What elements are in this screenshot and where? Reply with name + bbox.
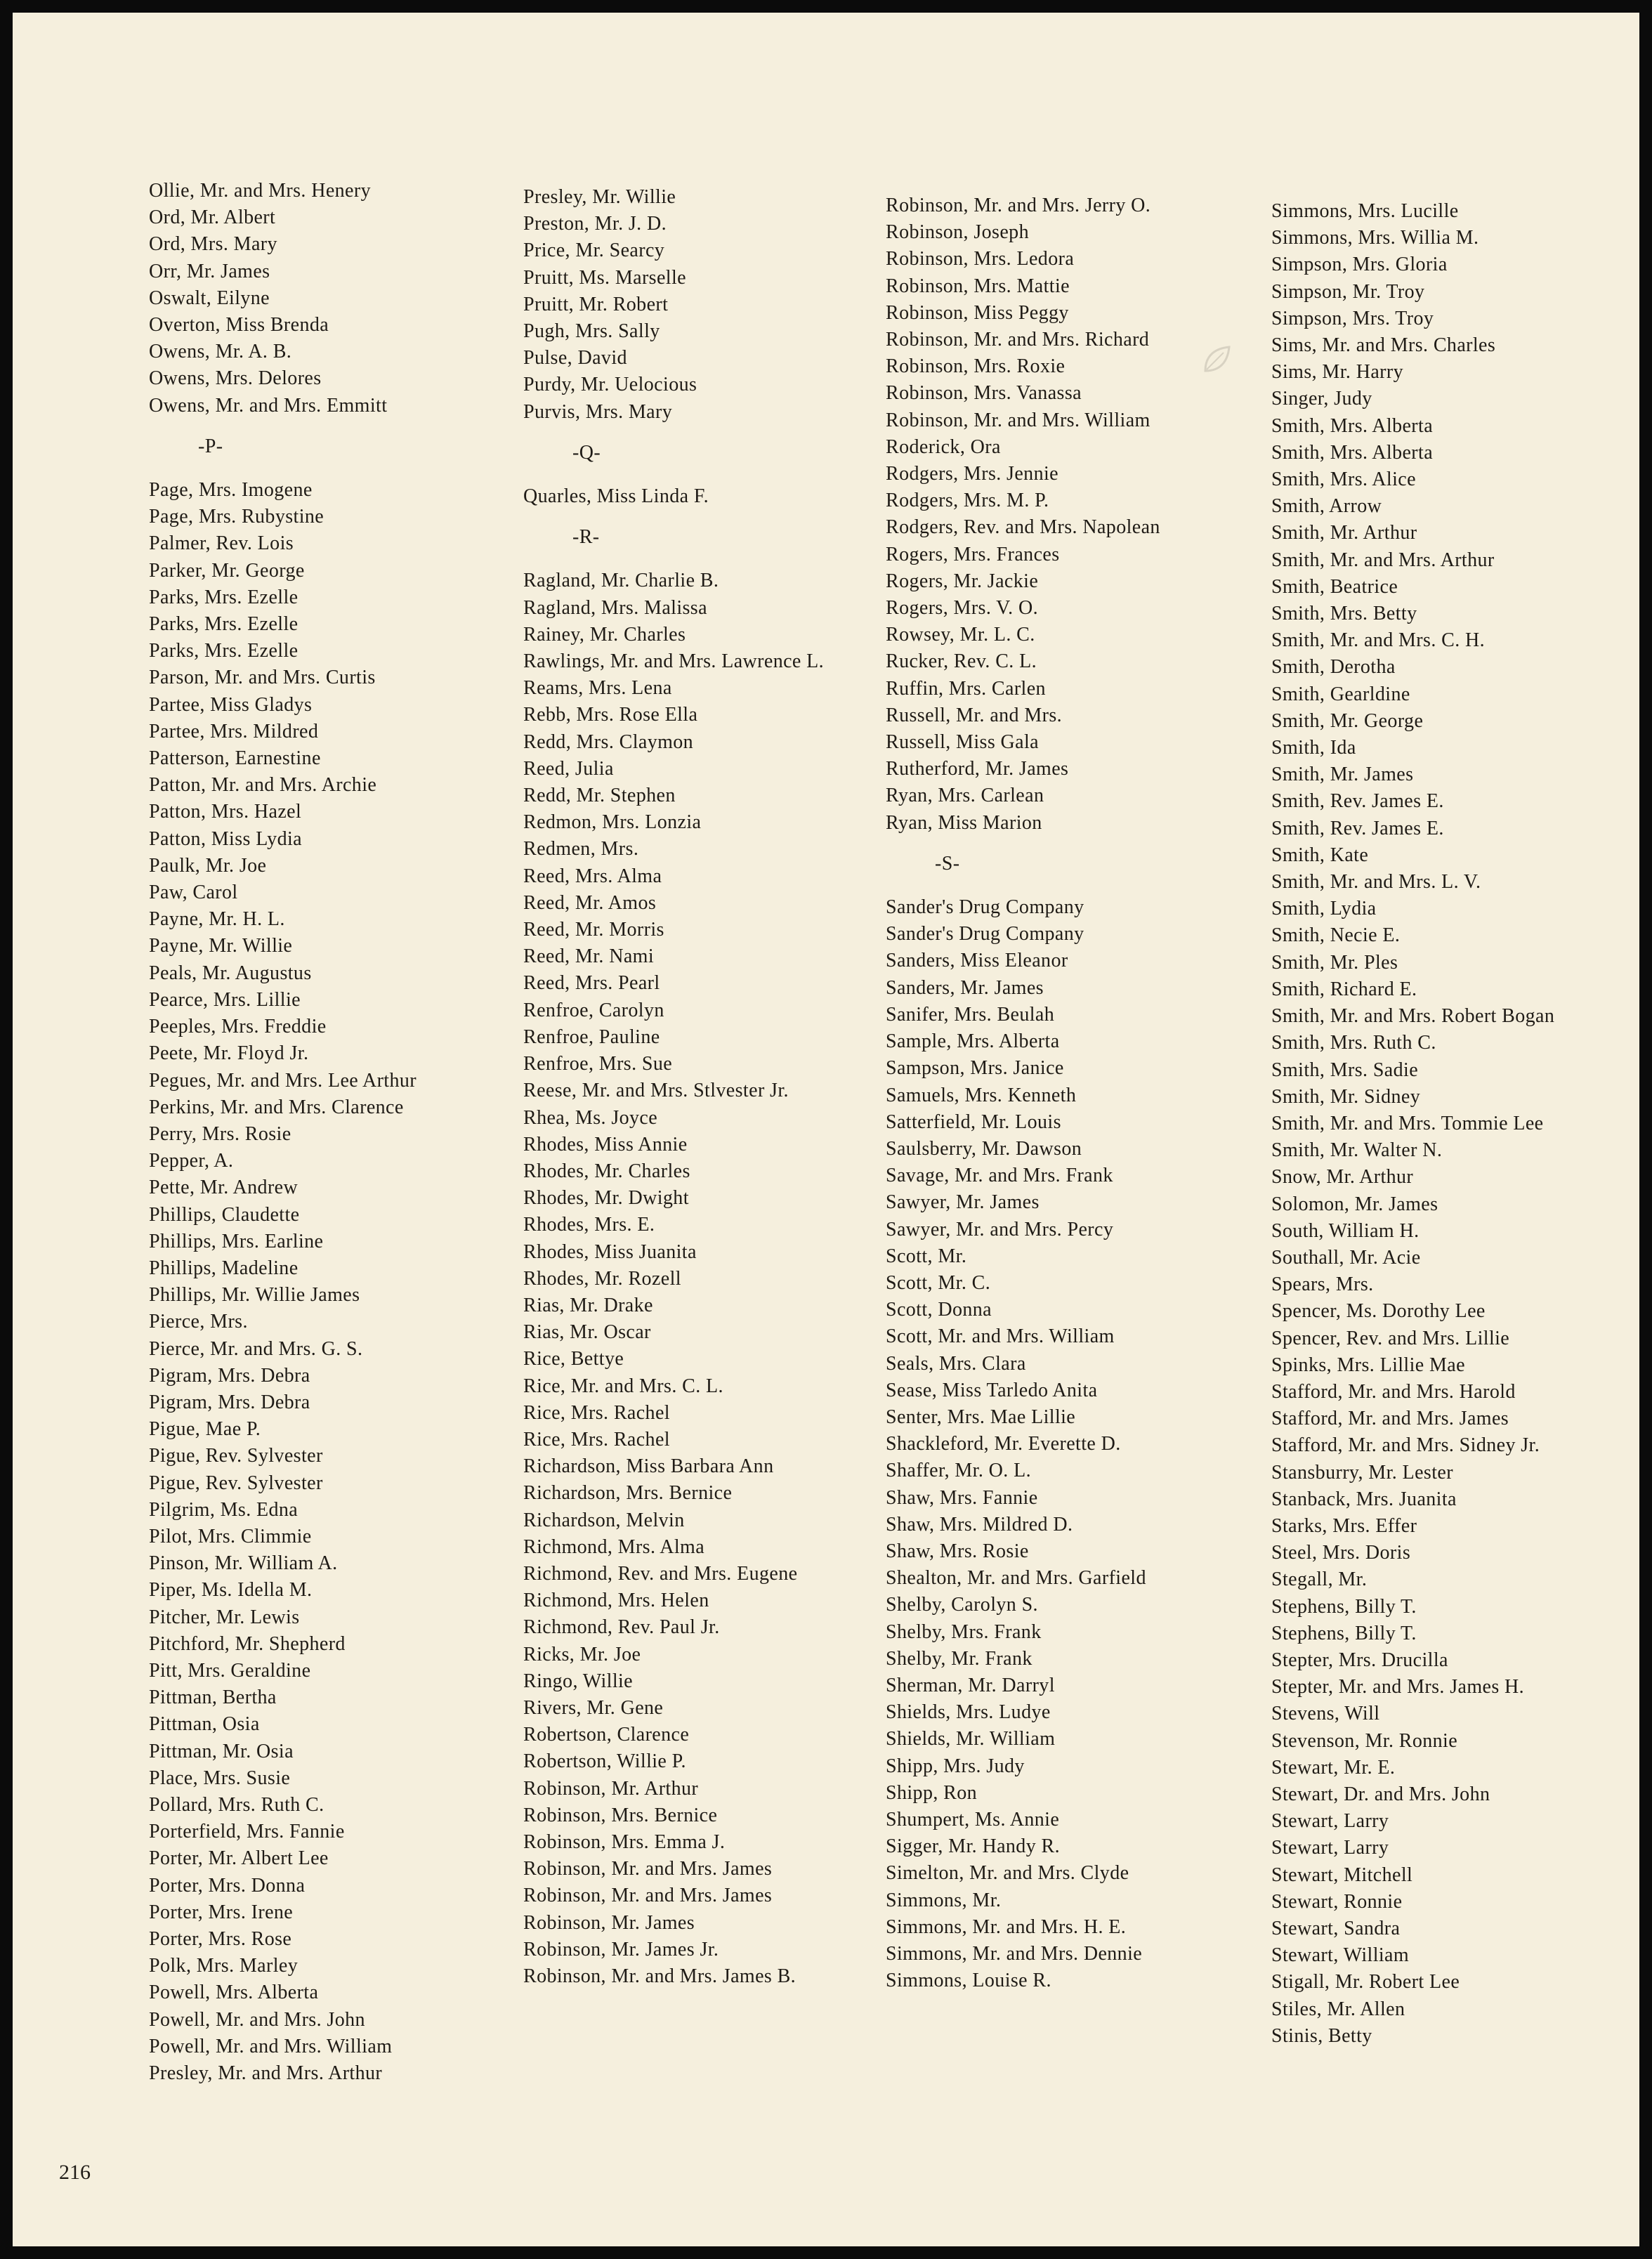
directory-entry: Stephens, Billy T. (1271, 1595, 1417, 1618)
directory-entry: Smith, Mr. Walter N. (1271, 1139, 1443, 1162)
directory-entry: Parks, Mrs. Ezelle (149, 586, 299, 608)
directory-entry: Pigue, Rev. Sylvester (149, 1445, 323, 1467)
directory-entry: Porter, Mr. Albert Lee (149, 1847, 329, 1870)
directory-entry: Parson, Mr. and Mrs. Curtis (149, 667, 376, 689)
directory-entry: Stinis, Betty (1271, 2024, 1372, 2047)
directory-entry: Sims, Mr. Harry (1271, 361, 1403, 384)
directory-entry: Palmer, Rev. Lois (149, 532, 294, 555)
directory-entry: Ollie, Mr. and Mrs. Henery (149, 180, 372, 202)
directory-entry: Pearce, Mrs. Lillie (149, 988, 301, 1011)
directory-entry: Robinson, Mr. and Mrs. James (523, 1885, 773, 1907)
directory-entry: Smith, Mr. Ples (1271, 951, 1398, 974)
directory-entry: Rawlings, Mr. and Mrs. Lawrence L. (523, 650, 825, 673)
directory-entry: Smith, Mrs. Alice (1271, 469, 1416, 491)
directory-entry: Robinson, Miss Peggy (886, 301, 1069, 324)
directory-entry: Starks, Mrs. Effer (1271, 1514, 1417, 1537)
directory-entry: Ringo, Willie (523, 1670, 634, 1692)
directory-entry: Porter, Mrs. Irene (149, 1901, 294, 1923)
directory-entry: Partee, Miss Gladys (149, 693, 313, 716)
directory-entry: Pittman, Bertha (149, 1687, 277, 1709)
directory-entry: Piper, Ms. Idella M. (149, 1579, 313, 1602)
directory-entry: Place, Mrs. Susie (149, 1767, 291, 1789)
directory-entry: Robinson, Mr. James (523, 1911, 695, 1934)
directory-entry: Stevenson, Mr. Ronnie (1271, 1729, 1458, 1752)
directory-entry: Reed, Mr. Amos (523, 891, 657, 914)
directory-entry: Pierce, Mrs. (149, 1311, 248, 1333)
directory-entry: Porterfield, Mrs. Fannie (149, 1821, 345, 1843)
directory-entry: Shields, Mr. William (886, 1728, 1056, 1750)
directory-entry: Shelby, Carolyn S. (886, 1594, 1038, 1616)
directory-entry: Sanders, Mr. James (886, 976, 1044, 999)
directory-entry: Rutherford, Mr. James (886, 758, 1069, 780)
directory-entry: Singer, Judy (1271, 388, 1372, 410)
entries-r-cont (886, 192, 1251, 837)
directory-entry: Patton, Mrs. Hazel (149, 801, 302, 823)
directory-entry: Pitt, Mrs. Geraldine (149, 1659, 311, 1682)
directory-entry: Stepter, Mrs. Drucilla (1271, 1649, 1448, 1671)
directory-entry: Pugh, Mrs. Sally (523, 320, 660, 343)
directory-entry: Scott, Mr. (886, 1245, 967, 1267)
directory-entry: Porter, Mrs. Donna (149, 1874, 306, 1897)
directory-entry: Overton, Miss Brenda (149, 314, 329, 336)
directory-entry: Richardson, Miss Barbara Ann (523, 1455, 774, 1478)
directory-entry: Smith, Lydia (1271, 898, 1377, 920)
directory-entry: Rice, Mrs. Rachel (523, 1428, 670, 1451)
directory-entry: Stewart, Mitchell (1271, 1864, 1413, 1886)
directory-entry: Rhodes, Miss Annie (523, 1133, 688, 1155)
directory-entry: Ryan, Mrs. Carlean (886, 785, 1044, 807)
directory-entry: Sample, Mrs. Alberta (886, 1030, 1060, 1053)
directory-entry: Pitchford, Mr. Shepherd (149, 1632, 346, 1655)
directory-entry: South, William H. (1271, 1219, 1420, 1242)
directory-entry: Price, Mr. Searcy (523, 240, 665, 262)
directory-entry: Perkins, Mr. and Mrs. Clarence (149, 1096, 404, 1118)
directory-page (13, 13, 1639, 2246)
directory-entry: Steel, Mrs. Doris (1271, 1542, 1411, 1564)
directory-entry: Shaw, Mrs. Fannie (886, 1486, 1038, 1509)
directory-entry: Powell, Mr. and Mrs. John (149, 2008, 365, 2031)
directory-entry: Rhodes, Mrs. E. (523, 1214, 655, 1236)
entries-q (523, 483, 889, 510)
directory-entry: Scott, Mr. and Mrs. William (886, 1325, 1115, 1348)
directory-entry: Satterfield, Mr. Louis (886, 1111, 1061, 1133)
column-1 (149, 178, 514, 2087)
section-heading-q: -Q- (572, 441, 601, 464)
directory-entry: Rhodes, Mr. Rozell (523, 1267, 681, 1290)
directory-entry: Redd, Mr. Stephen (523, 785, 676, 807)
directory-entry: Stafford, Mr. and Mrs. Sidney Jr. (1271, 1434, 1540, 1457)
directory-entry: Powell, Mr. and Mrs. William (149, 2035, 393, 2057)
directory-entry: Reams, Mrs. Lena (523, 677, 672, 700)
directory-entry: Phillips, Mrs. Earline (149, 1230, 324, 1252)
column-3 (886, 192, 1251, 1994)
page-number: 216 (59, 2161, 91, 2184)
directory-entry: Robinson, Mr. Arthur (523, 1777, 699, 1800)
directory-entry: Spears, Mrs. (1271, 1273, 1374, 1296)
directory-entry: Pruitt, Ms. Marselle (523, 266, 686, 289)
directory-entry: Pette, Mr. Andrew (149, 1177, 299, 1199)
directory-entry: Pigram, Mrs. Debra (149, 1364, 310, 1387)
directory-entry: Smith, Richard E. (1271, 978, 1417, 1000)
directory-entry: Stewart, Larry (1271, 1837, 1389, 1859)
entries-s (886, 894, 1251, 1994)
directory-entry: Smith, Mr. and Mrs. Tommie Lee (1271, 1112, 1544, 1134)
directory-entry: Roderick, Ora (886, 436, 1001, 458)
directory-entry: Smith, Mr. and Mrs. L. V. (1271, 871, 1481, 893)
entries-r (523, 568, 889, 1990)
directory-entry: Parks, Mrs. Ezelle (149, 640, 299, 662)
directory-entry: Stafford, Mr. and Mrs. Harold (1271, 1380, 1516, 1403)
directory-entry: Smith, Rev. James E. (1271, 817, 1444, 839)
directory-entry: Shumpert, Ms. Annie (886, 1808, 1060, 1831)
directory-entry: Robinson, Mr. and Mrs. Richard (886, 329, 1150, 351)
directory-entry: Payne, Mr. H. L. (149, 908, 285, 931)
directory-entry: Robinson, Joseph (886, 221, 1029, 244)
directory-entry: Scott, Donna (886, 1299, 992, 1321)
directory-entry: Simmons, Mr. and Mrs. H. E. (886, 1916, 1127, 1938)
directory-entry: Ryan, Miss Marion (886, 811, 1042, 834)
directory-entry: Richardson, Melvin (523, 1509, 685, 1531)
directory-entry: Stewart, William (1271, 1944, 1410, 1967)
directory-entry: Richardson, Mrs. Bernice (523, 1482, 733, 1505)
directory-entry: Page, Mrs. Rubystine (149, 506, 324, 528)
directory-entry: Redmen, Mrs. (523, 838, 639, 860)
directory-entry: Pilot, Mrs. Climmie (149, 1525, 312, 1547)
directory-entry: Smith, Arrow (1271, 495, 1382, 518)
directory-entry: Pigue, Rev. Sylvester (149, 1472, 323, 1494)
directory-entry: Parker, Mr. George (149, 559, 305, 582)
directory-entry: Simpson, Mr. Troy (1271, 280, 1425, 303)
directory-entry: Sawyer, Mr. James (886, 1191, 1040, 1214)
directory-entry: Shackleford, Mr. Everette D. (886, 1433, 1121, 1455)
directory-entry: Robinson, Mrs. Emma J. (523, 1831, 726, 1853)
directory-entry: Sampson, Mrs. Janice (886, 1057, 1064, 1080)
directory-entry: Senter, Mrs. Mae Lillie (886, 1406, 1076, 1428)
directory-entry: Richmond, Mrs. Helen (523, 1590, 709, 1612)
directory-entry: Parks, Mrs. Ezelle (149, 613, 299, 636)
directory-entry: Robinson, Mr. and Mrs. James B. (523, 1965, 796, 1987)
directory-entry: Rainey, Mr. Charles (523, 623, 686, 646)
directory-entry: Pollard, Mrs. Ruth C. (149, 1793, 324, 1816)
directory-entry: Snow, Mr. Arthur (1271, 1166, 1414, 1189)
directory-entry: Stansburry, Mr. Lester (1271, 1461, 1453, 1484)
directory-entry: Smith, Rev. James E. (1271, 790, 1444, 813)
directory-entry: Phillips, Madeline (149, 1257, 299, 1279)
directory-entry: Simmons, Mr. and Mrs. Dennie (886, 1943, 1143, 1965)
directory-entry: Page, Mrs. Imogene (149, 479, 313, 502)
directory-entry: Payne, Mr. Willie (149, 935, 293, 957)
directory-entry: Pruitt, Mr. Robert (523, 293, 669, 315)
directory-entry: Scott, Mr. C. (886, 1271, 991, 1294)
directory-entry: Solomon, Mr. James (1271, 1193, 1438, 1215)
column-2 (523, 184, 889, 1990)
directory-entry: Reed, Mrs. Pearl (523, 972, 660, 995)
directory-entry: Peals, Mr. Augustus (149, 962, 312, 984)
directory-entry: Russell, Miss Gala (886, 731, 1039, 754)
directory-entry: Rias, Mr. Oscar (523, 1321, 651, 1344)
directory-entry: Pepper, A. (149, 1150, 234, 1172)
directory-entry: Robinson, Mr. and Mrs. Jerry O. (886, 195, 1151, 216)
directory-entry: Shaffer, Mr. O. L. (886, 1460, 1031, 1482)
directory-entry: Robinson, Mrs. Ledora (886, 248, 1075, 270)
directory-entry: Purvis, Mrs. Mary (523, 400, 673, 423)
directory-entry: Reed, Mrs. Alma (523, 865, 662, 887)
directory-entry: Sander's Drug Company (886, 896, 1084, 919)
directory-entry: Redd, Mrs. Claymon (523, 731, 694, 753)
directory-entry: Perry, Mrs. Rosie (149, 1122, 291, 1145)
directory-entry: Stewart, Dr. and Mrs. John (1271, 1783, 1490, 1805)
directory-entry: Smith, Mrs. Betty (1271, 603, 1417, 625)
directory-entry: Simmons, Mr. (886, 1889, 1002, 1911)
directory-entry: Sease, Miss Tarledo Anita (886, 1379, 1098, 1401)
directory-entry: Stewart, Mr. E. (1271, 1756, 1396, 1779)
directory-entry: Stiles, Mr. Allen (1271, 1998, 1405, 2020)
directory-entry: Savage, Mr. and Mrs. Frank (886, 1165, 1113, 1187)
directory-entry: Sanders, Miss Eleanor (886, 950, 1068, 972)
directory-entry: Sigger, Mr. Handy R. (886, 1835, 1060, 1858)
directory-entry: Smith, Mr. Sidney (1271, 1085, 1421, 1108)
directory-entry: Pigue, Mae P. (149, 1418, 261, 1441)
directory-entry: Shelby, Mr. Frank (886, 1647, 1032, 1670)
directory-entry: Rebb, Mrs. Rose Ella (523, 704, 698, 726)
directory-entry: Renfroe, Mrs. Sue (523, 1053, 673, 1075)
directory-entry: Robinson, Mr. and Mrs. James (523, 1858, 773, 1880)
directory-entry: Smith, Necie E. (1271, 924, 1401, 947)
directory-entry: Robinson, Mr. and Mrs. William (886, 409, 1150, 431)
directory-entry: Pierce, Mr. and Mrs. G. S. (149, 1337, 363, 1360)
directory-entry: Peete, Mr. Floyd Jr. (149, 1042, 309, 1065)
directory-entry: Smith, Gearldine (1271, 683, 1410, 705)
directory-entry: Stegall, Mr. (1271, 1569, 1368, 1591)
directory-entry: Reed, Mr. Nami (523, 945, 655, 968)
directory-entry: Patterson, Earnestine (149, 747, 321, 770)
directory-entry: Partee, Mrs. Mildred (149, 720, 319, 742)
directory-entry: Stewart, Larry (1271, 1810, 1389, 1833)
directory-entry: Smith, Kate (1271, 844, 1369, 866)
directory-entry: Pilgrim, Ms. Edna (149, 1498, 299, 1521)
directory-entry: Stevens, Will (1271, 1703, 1380, 1725)
directory-entry: Stephens, Billy T. (1271, 1622, 1417, 1644)
directory-entry: Rogers, Mr. Jackie (886, 570, 1039, 592)
directory-entry: Rodgers, Mrs. Jennie (886, 463, 1058, 485)
directory-entry: Simpson, Mrs. Gloria (1271, 254, 1448, 276)
directory-entry: Stewart, Ronnie (1271, 1890, 1403, 1913)
directory-entry: Robinson, Mrs. Vanassa (886, 382, 1082, 405)
directory-entry: Smith, Derotha (1271, 656, 1396, 679)
directory-entry: Spencer, Rev. and Mrs. Lillie (1271, 1327, 1510, 1349)
directory-entry: Smith, Beatrice (1271, 575, 1398, 598)
directory-entry: Richmond, Mrs. Alma (523, 1536, 705, 1558)
directory-entry: Robertson, Willie P. (523, 1750, 686, 1773)
directory-entry: Preston, Mr. J. D. (523, 213, 667, 235)
directory-entry: Southall, Mr. Acie (1271, 1246, 1421, 1269)
leaf-mark-icon (1200, 343, 1233, 376)
directory-entry: Spencer, Ms. Dorothy Lee (1271, 1300, 1486, 1323)
directory-entry: Spinks, Mrs. Lillie Mae (1271, 1354, 1465, 1376)
directory-entry: Pegues, Mr. and Mrs. Lee Arthur (149, 1069, 417, 1092)
directory-entry: Simmons, Louise R. (886, 1970, 1051, 1992)
directory-entry: Shelby, Mrs. Frank (886, 1620, 1042, 1643)
directory-entry: Rucker, Rev. C. L. (886, 650, 1037, 673)
directory-entry: Polk, Mrs. Marley (149, 1955, 299, 1977)
directory-entry: Rhodes, Mr. Charles (523, 1160, 690, 1182)
directory-entry: Ricks, Mr. Joe (523, 1643, 641, 1665)
directory-entry: Rowsey, Mr. L. C. (886, 624, 1035, 646)
directory-entry: Rogers, Mrs. Frances (886, 543, 1060, 565)
entries-p (149, 477, 514, 2087)
directory-entry: Porter, Mrs. Rose (149, 1928, 292, 1950)
directory-entry: Rhodes, Mr. Dwight (523, 1187, 689, 1210)
directory-entry: Rias, Mr. Drake (523, 1294, 653, 1316)
section-heading-r: -R- (572, 526, 600, 549)
directory-entry: Rogers, Mrs. V. O. (886, 597, 1038, 620)
directory-entry: Rice, Mrs. Rachel (523, 1401, 670, 1424)
section-heading-p: -P- (198, 435, 223, 457)
directory-entry: Shields, Mrs. Ludye (886, 1701, 1051, 1724)
directory-entry: Richmond, Rev. and Mrs. Eugene (523, 1562, 798, 1585)
directory-entry: Stepter, Mr. and Mrs. James H. (1271, 1676, 1525, 1698)
directory-entry: Smith, Mrs. Alberta (1271, 441, 1434, 464)
directory-entry: Reed, Mr. Morris (523, 919, 664, 941)
column-4 (1271, 198, 1637, 2050)
directory-entry: Simmons, Mrs. Lucille (1271, 200, 1459, 222)
directory-entry: Oswalt, Eilyne (149, 287, 270, 309)
directory-entry: Patton, Miss Lydia (149, 827, 302, 850)
directory-entry: Robinson, Mr. James Jr. (523, 1938, 719, 1960)
directory-entry: Robinson, Mrs. Bernice (523, 1804, 718, 1826)
directory-entry: Ord, Mrs. Mary (149, 233, 277, 256)
directory-entry: Rodgers, Rev. and Mrs. Napolean (886, 516, 1160, 539)
directory-entry: Phillips, Mr. Willie James (149, 1284, 360, 1307)
directory-entry: Rhodes, Miss Juanita (523, 1240, 697, 1263)
directory-entry: Robinson, Mrs. Mattie (886, 275, 1070, 297)
directory-entry: Shaw, Mrs. Mildred D. (886, 1513, 1073, 1536)
directory-entry: Presley, Mr. Willie (523, 186, 676, 208)
directory-entry: Presley, Mr. and Mrs. Arthur (149, 2062, 383, 2085)
directory-entry: Pittman, Mr. Osia (149, 1740, 294, 1762)
directory-entry: Smith, Mr. and Mrs. Arthur (1271, 549, 1495, 571)
directory-entry: Pigram, Mrs. Debra (149, 1391, 310, 1413)
section-heading-s: -S- (935, 852, 960, 875)
entries-p-cont (523, 184, 889, 426)
directory-entry: Sanifer, Mrs. Beulah (886, 1003, 1055, 1026)
directory-entry: Rodgers, Mrs. M. P. (886, 490, 1049, 512)
directory-entry: Shipp, Ron (886, 1781, 978, 1804)
directory-entry: Rivers, Mr. Gene (523, 1696, 664, 1719)
directory-entry: Richmond, Rev. Paul Jr. (523, 1616, 720, 1639)
directory-entry: Ruffin, Mrs. Carlen (886, 677, 1046, 700)
directory-entry: Smith, Mr. Arthur (1271, 522, 1417, 544)
directory-entry: Shipp, Mrs. Judy (886, 1755, 1025, 1777)
directory-entry: Renfroe, Pauline (523, 1026, 660, 1048)
directory-entry: Sawyer, Mr. and Mrs. Percy (886, 1218, 1114, 1240)
directory-entry: Smith, Mr. George (1271, 709, 1424, 732)
directory-entry: Purdy, Mr. Uelocious (523, 374, 697, 396)
directory-entry: Owens, Mr. A. B. (149, 341, 292, 363)
directory-entry: Owens, Mr. and Mrs. Emmitt (149, 394, 388, 417)
directory-entry: Pulse, David (523, 347, 627, 369)
directory-entry: Rice, Bettye (523, 1348, 624, 1370)
directory-entry: Reese, Mr. and Mrs. Stlvester Jr. (523, 1080, 789, 1102)
directory-entry: Reed, Julia (523, 757, 614, 780)
directory-entry: Rhea, Ms. Joyce (523, 1106, 658, 1129)
directory-entry: Saulsberry, Mr. Dawson (886, 1137, 1082, 1160)
entries-o (149, 178, 514, 419)
directory-entry: Sims, Mr. and Mrs. Charles (1271, 334, 1496, 357)
directory-entry: Quarles, Miss Linda F. (523, 485, 709, 508)
directory-entry: Smith, Mrs. Alberta (1271, 414, 1434, 437)
directory-entry: Simpson, Mrs. Troy (1271, 307, 1434, 329)
directory-entry: Orr, Mr. James (149, 260, 270, 282)
directory-entry: Pitcher, Mr. Lewis (149, 1606, 300, 1628)
directory-entry: Sander's Drug Company (886, 923, 1084, 945)
directory-entry: Patton, Mr. and Mrs. Archie (149, 774, 377, 797)
directory-entry: Paulk, Mr. Joe (149, 854, 267, 877)
directory-entry: Smith, Mr. and Mrs. Robert Bogan (1271, 1005, 1555, 1028)
directory-entry: Smith, Ida (1271, 737, 1356, 759)
directory-entry: Peeples, Mrs. Freddie (149, 1016, 327, 1038)
directory-entry: Robertson, Clarence (523, 1724, 690, 1746)
directory-entry: Stanback, Mrs. Juanita (1271, 1488, 1457, 1510)
directory-entry: Sherman, Mr. Darryl (886, 1674, 1055, 1696)
directory-entry: Stigall, Mr. Robert Lee (1271, 1971, 1460, 1993)
directory-entry: Owens, Mrs. Delores (149, 367, 322, 390)
directory-entry: Smith, Mrs. Ruth C. (1271, 1032, 1436, 1054)
entries-s-cont (1271, 198, 1637, 2050)
directory-entry: Powell, Mrs. Alberta (149, 1982, 319, 2004)
directory-entry: Pinson, Mr. William A. (149, 1552, 338, 1575)
directory-entry: Phillips, Claudette (149, 1203, 300, 1226)
directory-entry: Robinson, Mrs. Roxie (886, 355, 1066, 378)
directory-entry: Simelton, Mr. and Mrs. Clyde (886, 1862, 1129, 1885)
directory-entry: Redmon, Mrs. Lonzia (523, 811, 702, 834)
directory-entry: Ord, Mr. Albert (149, 207, 276, 229)
directory-entry: Smith, Mr. and Mrs. C. H. (1271, 629, 1486, 652)
directory-entry: Shaw, Mrs. Rosie (886, 1540, 1029, 1562)
directory-entry: Stafford, Mr. and Mrs. James (1271, 1408, 1509, 1430)
directory-entry: Smith, Mrs. Sadie (1271, 1059, 1419, 1081)
directory-entry: Rice, Mr. and Mrs. C. L. (523, 1375, 723, 1397)
directory-entry: Smith, Mr. James (1271, 764, 1414, 786)
directory-entry: Seals, Mrs. Clara (886, 1352, 1026, 1375)
directory-entry: Stewart, Sandra (1271, 1918, 1401, 1939)
directory-entry: Ragland, Mrs. Malissa (523, 596, 707, 619)
directory-entry: Samuels, Mrs. Kenneth (886, 1084, 1077, 1106)
directory-entry: Paw, Carol (149, 882, 238, 904)
directory-entry: Pittman, Osia (149, 1713, 260, 1736)
directory-entry: Russell, Mr. and Mrs. (886, 704, 1063, 726)
directory-entry: Simmons, Mrs. Willia M. (1271, 227, 1479, 249)
directory-entry: Shealton, Mr. and Mrs. Garfield (886, 1567, 1146, 1590)
directory-entry: Renfroe, Carolyn (523, 999, 664, 1021)
directory-entry: Ragland, Mr. Charlie B. (523, 570, 719, 592)
